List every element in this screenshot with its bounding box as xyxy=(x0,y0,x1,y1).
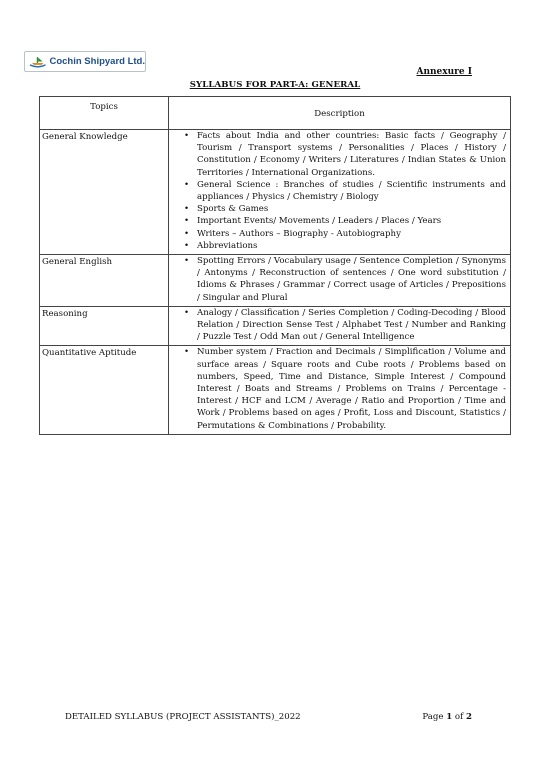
annexure-label: Annexure I xyxy=(416,67,472,77)
list-item: • Facts about India and other countries: Basic facts / Geography / Tourism / Transport systems / Personalities / Places / History / Constitution / Economy / Writers / Literatures / Indian States & Union Territories / International Organizations. xyxy=(197,130,506,179)
description-list xyxy=(173,130,506,252)
logo-text: Cochin Shipyard Ltd. xyxy=(49,56,145,67)
page-current: 1 xyxy=(446,712,453,722)
of-label: of xyxy=(454,712,464,722)
page-label: Page xyxy=(422,712,444,722)
footer-page-number xyxy=(422,712,472,722)
list-item: • Sports & Games xyxy=(197,203,506,215)
list-item: • Abbreviations xyxy=(197,240,506,252)
list-item: • Analogy / Classification / Series Completion / Coding-Decoding / Blood Relation / Direction Sense Test / Alphabet Test / Number and Ranking / Puzzle Test / Odd Man out / General Intelligence xyxy=(197,307,506,344)
company-logo xyxy=(24,51,146,72)
list-item: • Spotting Errors / Vocabulary usage / Sentence Completion / Synonyms / Antonyms / Reconstruction of sentences / One word substitution / Idioms & Phrases / Grammar / Correct usage of Articles / Prepositions / Singular and Plural xyxy=(197,255,506,304)
header-topics: Topics xyxy=(40,97,169,130)
topic-cell: Reasoning xyxy=(40,306,169,346)
list-item: • Number system / Fraction and Decimals / Simplification / Volume and surface areas / Square roots and Cube roots / Problems based on numbers, Speed, Time and Distance, Simple Interest / Compound Interest / Boats and Streams / Problems on Trains / Percentage - Interest / HCF and LCM / Average / Ratio and Proportion / Time and Work / Problems based on ages / Profit, Loss and Discount, Statistics / Permutations & Combinations / Probability. xyxy=(197,346,506,431)
topic-cell: General Knowledge xyxy=(40,130,169,255)
description-list xyxy=(173,346,506,431)
footer-document-name: DETAILED SYLLABUS (PROJECT ASSISTANTS)_2022 xyxy=(65,712,301,722)
table-row xyxy=(40,255,511,307)
page-total: 2 xyxy=(466,712,472,722)
description-cell xyxy=(169,346,511,434)
description-list xyxy=(173,307,506,344)
syllabus-table xyxy=(39,96,511,435)
list-item: • General Science : Branches of studies / Scientific instruments and appliances / Physics / Chemistry / Biology xyxy=(197,179,506,203)
topic-cell: General English xyxy=(40,255,169,307)
document-title: SYLLABUS FOR PART-A: GENERAL xyxy=(189,80,361,90)
description-cell xyxy=(169,130,511,255)
table-row xyxy=(40,306,511,346)
list-item: • Writers – Authors – Biography - Autobiography xyxy=(197,228,506,240)
table-row xyxy=(40,130,511,255)
header-description: Description xyxy=(169,97,511,130)
table-row xyxy=(40,346,511,434)
description-cell xyxy=(169,255,511,307)
description-list xyxy=(173,255,506,304)
description-cell xyxy=(169,306,511,346)
list-item: • Important Events/ Movements / Leaders / Places / Years xyxy=(197,215,506,227)
table-header-row xyxy=(40,97,511,130)
shipyard-logo-icon xyxy=(29,55,46,69)
topic-cell: Quantitative Aptitude xyxy=(40,346,169,434)
